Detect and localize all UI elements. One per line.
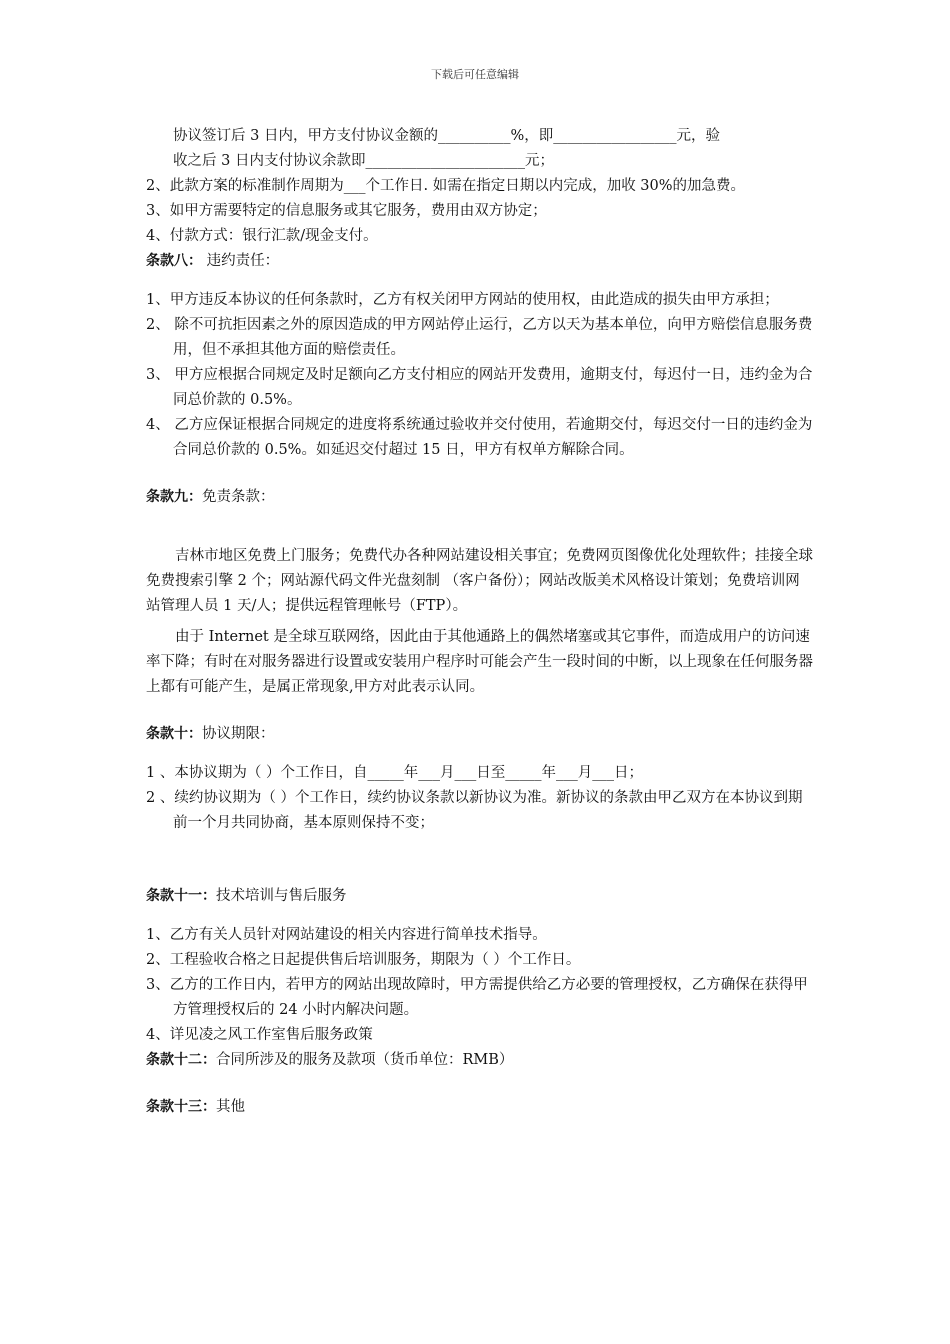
clause-8-item: 4、 乙方应保证根据合同规定的进度将系统通过验收并交付使用，若逾期交付，每迟交付一日的违约金为合同总价款的 0.5%。如延迟交付超过 15 日，甲方有权单方解除合同。 <box>146 417 813 458</box>
clause-10-heading <box>146 722 814 747</box>
clause-11-label: 条款十一： <box>146 888 216 904</box>
clause-11-item: 4、详见凌之风工作室售后服务政策 <box>146 1027 373 1043</box>
clause-12-label: 条款十二： <box>146 1052 216 1068</box>
clause-9-title: 免责条款： <box>202 489 275 505</box>
clause-8-item: 2、 除不可抗拒因素之外的原因造成的甲方网站停止运行，乙方以天为基本单位，向甲方赔偿信息服务费用，但不承担其他方面的赔偿责任。 <box>146 317 813 358</box>
clause-10-item: 1 、本协议期为（ ）个工作日，自_____年___月___日至_____年___月___日； <box>146 765 643 781</box>
payment-line-1: 协议签订后 3 日内，甲方支付协议金额的__________%，即_________________元，验 <box>173 128 720 144</box>
contract-body <box>146 124 814 1120</box>
clause-11-heading <box>146 884 814 909</box>
clause-10-label: 条款十： <box>146 726 202 742</box>
clause-10-title: 协议期限： <box>202 726 275 742</box>
clause-11-item: 3、乙方的工作日内，若甲方的网站出现故障时，甲方需提供给乙方必要的管理授权，乙方确保在获得甲方管理授权后的 24 小时内解决问题。 <box>146 977 808 1018</box>
clause-8-label: 条款八： <box>146 253 202 269</box>
payment-item-4: 4、付款方式：银行汇款/现金支付。 <box>146 228 378 244</box>
clause-12-heading <box>146 1048 814 1073</box>
clause-11-item: 2、工程验收合格之日起提供售后培训服务，期限为（ ）个工作日。 <box>146 952 581 968</box>
clause-9-label: 条款九： <box>146 489 202 505</box>
clause-13-title: 其他 <box>216 1099 245 1115</box>
payment-item-2: 2、此款方案的标准制作周期为___个工作日. 如需在指定日期以内完成，加收 30%的加急费。 <box>146 178 746 194</box>
clause-12-title: 合同所涉及的服务及款项（货币单位：RMB） <box>216 1052 514 1068</box>
clause-13-heading <box>146 1095 814 1120</box>
clause-9-paragraph: 吉林市地区免费上门服务；免费代办各种网站建设相关事宜；免费网页图像优化处理软件；挂接全球免费搜索引擎 2 个；网站源代码文件光盘刻制 （客户备份）；网站改版美术风格设计策划；免费培训网站管理人员 1 天/人；提供远程管理帐号（FTP）。 <box>146 548 813 614</box>
clause-9-paragraph: 由于 Internet 是全球互联网络，因此由于其他通路上的偶然堵塞或其它事件，而造成用户的访问速率下降；有时在对服务器进行设置或安装用户程序时可能会产生一段时间的中断，以上现象在任何服务器上都有可能产生，是属正常现象,甲方对此表示认同。 <box>146 629 813 695</box>
clause-13-label: 条款十三： <box>146 1099 216 1115</box>
clause-9-heading <box>146 485 814 510</box>
clause-8-item: 1、甲方违反本协议的任何条款时，乙方有权关闭甲方网站的使用权，由此造成的损失由甲方承担； <box>146 292 779 308</box>
clause-8-item: 3、 甲方应根据合同规定及时足额向乙方支付相应的网站开发费用，逾期支付，每迟付一日，违约金为合同总价款的 0.5%。 <box>146 367 813 408</box>
clause-11-title: 技术培训与售后服务 <box>216 888 347 904</box>
payment-item-3: 3、如甲方需要特定的信息服务或其它服务，费用由双方协定； <box>146 203 547 219</box>
payment-line-2: 收之后 3 日内支付协议余款即______________________元； <box>173 153 554 169</box>
clause-10-item: 2 、续约协议期为（ ）个工作日，续约协议条款以新协议为准。新协议的条款由甲乙双方在本协议到期前一个月共同协商，基本原则保持不变； <box>146 790 803 831</box>
clause-8-title: 违约责任： <box>206 253 280 269</box>
page-header: 下载后可任意编辑 <box>431 68 519 81</box>
clause-8-heading <box>146 249 814 274</box>
clause-11-item: 1、乙方有关人员针对网站建设的相关内容进行简单技术指导。 <box>146 927 547 943</box>
